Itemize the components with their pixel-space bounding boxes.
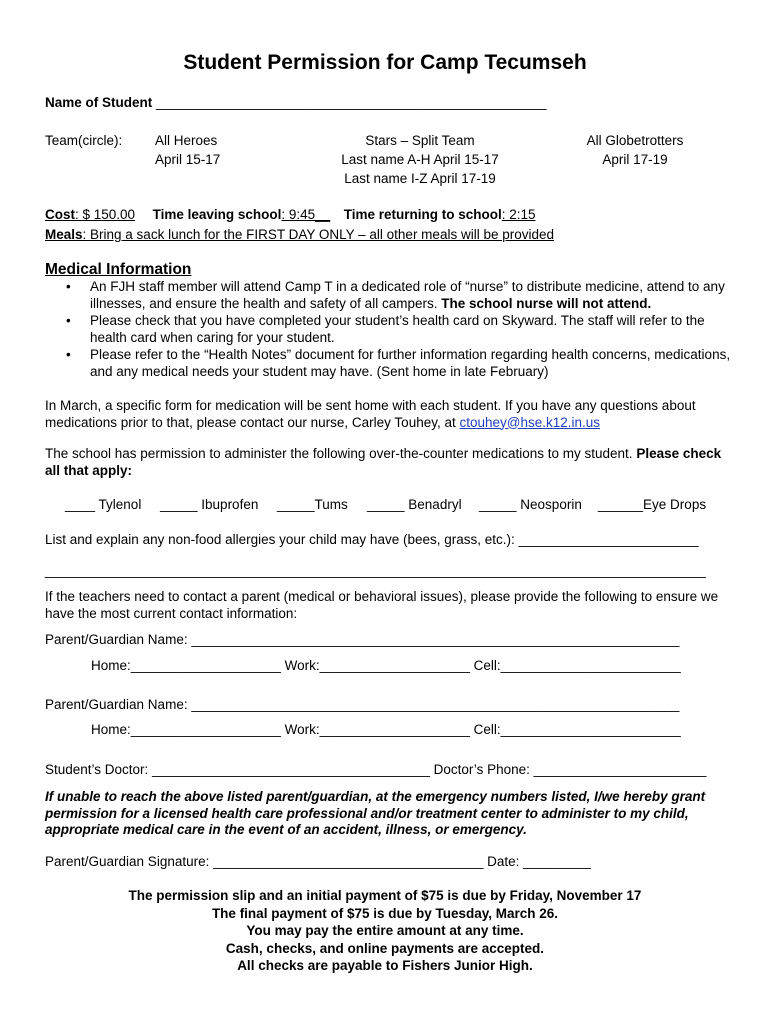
team-option-line: Last name A-H April 15-17: [341, 152, 499, 167]
otc-checkbox-ibuprofen[interactable]: _____ Ibuprofen: [160, 497, 259, 512]
student-name-label: Name of Student: [45, 95, 153, 110]
guardian-phones-field-1[interactable]: Home:____________________ Work:____________________ Cell:________________________: [91, 658, 681, 673]
guardian-name-field-1[interactable]: Parent/Guardian Name: _________________________________________________________________: [45, 632, 680, 647]
list-item: [64, 313, 732, 346]
cost-time-row: [45, 207, 536, 223]
student-name-field[interactable]: ____________________________________________________: [156, 95, 547, 110]
cost-value: : $ 150.00: [75, 207, 136, 222]
contact-intro-paragraph: If the teachers need to contact a parent (medical or behavioral issues), please provide the following to ensure we have the most current contact information:: [45, 589, 719, 621]
bullet-icon: •: [66, 347, 71, 362]
bullet-text: An FJH staff member will attend Camp T in a dedicated role of “nurse” to distribute medicine, attend to any illnesses, and ensure the health and safety of all campers.: [90, 279, 725, 311]
bullet-bold-text: The school nurse will not attend.: [441, 295, 652, 311]
otc-intro-text: The school has permission to administer the following over-the-counter medications to my student.: [45, 446, 633, 461]
otc-checkbox-tums[interactable]: _____Tums: [277, 497, 348, 512]
cost-label: Cost: [45, 207, 75, 222]
team-option-stars[interactable]: [300, 133, 540, 187]
bullet-text: Please check that you have completed your student’s health card on Skyward. The staff will refer to the health card when caring for your student.: [90, 313, 705, 345]
guardian-phones-field-2[interactable]: Home:____________________ Work:____________________ Cell:________________________: [91, 722, 681, 737]
signature-field[interactable]: Parent/Guardian Signature: ____________________________________ Date: _________: [45, 854, 591, 869]
otc-checkbox-benadryl[interactable]: _____ Benadryl: [367, 497, 462, 512]
payment-line: You may pay the entire amount at any time.: [246, 923, 524, 938]
payment-info: [0, 887, 770, 975]
otc-intro-paragraph: [45, 446, 735, 479]
meals-label: Meals: [45, 227, 83, 242]
team-label: Team(circle):: [45, 133, 123, 148]
list-item: [64, 279, 732, 312]
nurse-email-link[interactable]: ctouhey@hse.k12.in.us: [459, 414, 601, 430]
team-option-line: April 17-19: [602, 152, 668, 167]
meals-row: [45, 227, 554, 243]
payment-line: The permission slip and an initial payment of $75 is due by Friday, November 17: [128, 888, 642, 903]
team-option-line: Stars – Split Team: [365, 133, 475, 148]
return-time-value: : 2:15: [501, 207, 536, 222]
leave-time-label: Time leaving school: [152, 207, 282, 222]
medication-form-paragraph: [45, 398, 735, 431]
bullet-icon: •: [66, 279, 71, 294]
allergies-field-line-2[interactable]: ________________________________________________________________________________________: [45, 563, 706, 578]
team-option-line: Last name I-Z April 17-19: [344, 171, 496, 186]
doctor-field[interactable]: Student’s Doctor: _____________________________________ Doctor’s Phone: _______________________: [45, 762, 707, 777]
student-name-row: [45, 95, 546, 111]
otc-checkbox-tylenol[interactable]: ____ Tylenol: [65, 497, 142, 512]
meals-value: : Bring a sack lunch for the FIRST DAY ONLY – all other meals will be provided: [82, 227, 554, 242]
leave-time-value: : 9:45__: [281, 207, 331, 222]
team-option-globetrotters[interactable]: [570, 133, 700, 168]
return-time-label: Time returning to school: [343, 207, 502, 222]
team-option-line: All Globetrotters: [586, 133, 684, 148]
payment-line: All checks are payable to Fishers Junior High.: [237, 958, 533, 973]
medical-bullet-list: [64, 279, 732, 381]
guardian-name-field-2[interactable]: Parent/Guardian Name: _________________________________________________________________: [45, 697, 680, 712]
team-option-line: April 15-17: [155, 152, 221, 167]
list-item: [64, 347, 732, 380]
otc-checkbox-eye-drops[interactable]: ______Eye Drops: [598, 497, 707, 512]
payment-line: The final payment of $75 is due by Tuesday, March 26.: [211, 905, 559, 921]
bullet-text: Please refer to the “Health Notes” document for further information regarding health concerns, medications, and any medical needs your student may have. (Sent home in late February): [90, 347, 731, 379]
page-title: Student Permission for Camp Tecumseh: [183, 51, 587, 74]
otc-intro-bold: Please check all that apply:: [45, 446, 722, 478]
medication-form-text: In March, a specific form for medication will be sent home with each student. If you have any questions about medications prior to that, please contact our nurse, Carley Touhey, at: [45, 398, 696, 430]
payment-line: Cash, checks, and online payments are accepted.: [225, 940, 545, 956]
otc-checkbox-neosporin[interactable]: _____ Neosporin: [479, 497, 582, 512]
consent-statement: If unable to reach the above listed parent/guardian, at the emergency numbers listed, I/we hereby grant permission for a licensed health care professional and/or treatment center to administer to my child, appropriate medical care in the event of an accident, illness, or emergency.: [45, 789, 706, 837]
team-option-heroes[interactable]: [155, 133, 220, 168]
medical-heading: Medical Information: [45, 261, 192, 278]
allergies-field[interactable]: List and explain any non-food allergies your child may have (bees, grass, etc.): ________________________: [45, 532, 699, 547]
team-option-line: All Heroes: [155, 133, 218, 148]
bullet-icon: •: [66, 313, 71, 328]
